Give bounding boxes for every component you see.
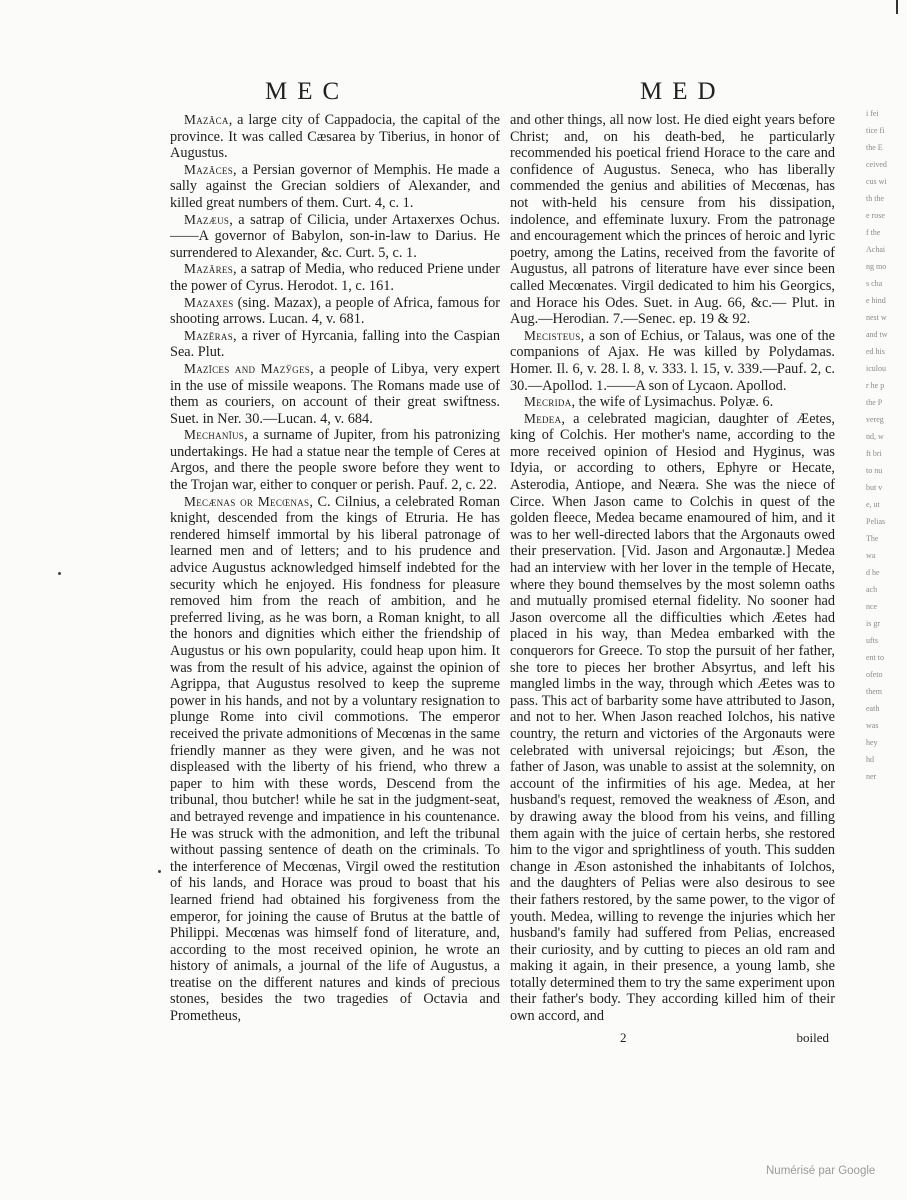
bleed-line: e, ut xyxy=(866,500,880,509)
left-running-head: MEC xyxy=(265,78,350,105)
speck xyxy=(58,572,61,575)
bleed-line: d he xyxy=(866,568,880,577)
bleed-line: i fei xyxy=(866,109,879,118)
entry-text: , C. Cilnius, a celebrated Roman knight, descended from the kings of Etruria. He has rendered himself immortal by his liberal patronage of learned men and of letters; and to his prudence and advice Augustus acknowledged himself indebted for the security which he enjoyed. His fondness for pleasure removed him from the reach of ambition, and he preferred living, as he was born, a Roman knight, to all the honors and dignities which either the friendship of Augustus or his own popularity, could heap upon him. It was from the result of his advice, against the opinion of Agrippa, that Augustus resolved to keep the supreme power in his hands, and not by a voluntary resignation to plunge Rome into civil commotions. The emperor received the private admonitions of Mecœnas in the same friendly manner as they were given, and he was not displeased with the liberty of his friend, who threw a paper to him with these words, Descend from the tribunal, thou butcher! while he sat in the judgment-seat, and betrayed revenge and impatience in his countenance. He was struck with the admonition, and left the tribunal without passing sentence of death on the criminals. To the interference of Mecœnas, Virgil owed the restitution of his lands, and Horace was proud to boast that his learned friend had obtained his forgiveness from the emperor, for joining the cause of Brutus at the battle of Philippi. Mecœnas was himself fond of literature, and, according to the most received opinion, he wrote an history of animals, a journal of the life of Augustus, a treatise on the different natures and kinds of precious stones, besides the two tragedies of Octavia and Prometheus, xyxy=(170,493,500,1025)
bleed-line: ft bri xyxy=(866,449,882,458)
bleed-line: s cha xyxy=(866,279,883,288)
bleed-through-text xyxy=(866,105,907,1065)
google-watermark: Numérisé par Google xyxy=(766,1165,876,1177)
entry xyxy=(170,361,500,427)
bleed-line: wa xyxy=(866,551,876,560)
entry-headword: Mazaxes xyxy=(184,294,234,310)
bleed-line: hey xyxy=(866,738,878,747)
catchword: boiled xyxy=(796,1030,829,1045)
entry xyxy=(170,212,500,262)
entry xyxy=(170,494,500,1025)
bleed-line: them xyxy=(866,687,882,696)
entry xyxy=(170,261,500,294)
bleed-line: eath xyxy=(866,704,880,713)
entry-text: , a people of Libya, very expert in the use of missile weapons. The Romans made use of them as couriers, on account of their great swiftness. Suet. in Ner. 30.—Lucan. 4, v. 684. xyxy=(170,360,500,427)
bleed-line: ng mo xyxy=(866,262,887,271)
entry-text: , a celebrated magician, daughter of Æetes, king of Colchis. Her mother's name, according to the more received opinion of Hesiod and Hyginus, was Idyia, or according to others, Ephyre or Hecate, Asterodia, Antiope, and Neæra. She was the niece of Circe. When Jason came to Colchis in quest of the golden fleece, Medea became enamoured of him, and it was to her well-directed labors that the Argonauts owed their preservation. [Vid. Jason and Argonautæ.] Medea had an interview with her lover in the temple of Hecate, where they bound themselves by the most solemn oaths and mutually promised eternal fidelity. No sooner had Jason overcome all the difficulties which Æetes had placed in his way, than Medea embarked with the conquerors for Greece. To stop the pursuit of her father, she tore to pieces her brother Absyrtus, and left his mangled limbs in the way, through which Æetes was to pass. This act of barbarity some have attributed to Jason, and not to her. When Jason reached Iolchos, his native country, the return and victories of the Argonauts were celebrated with universal rejoicings; but Æson, the father of Jason, was unable to assist at the solemnity, on account of the infirmities of his age. Medea, at her husband's request, removed the weakness of Æson, and by drawing away the blood from his veins, and filling them again with the juice of certain herbs, she restored him to the vigor and sprightliness of youth. This sudden change in Æson astonished the inhabitants of Iolchos, and the daughters of Pelias were also desirous to see their fathers restored, by the same power, to the vigor of youth. Medea, willing to revenge the injuries which her husband's family had suffered from Pelias, encreased their curiosity, and by cutting to pieces an old ram and making it again, in their presence, a young lamb, she totally determined them to try the same experiment upon their father's body. They according killed him of their own accord, and xyxy=(510,410,835,1025)
entry-headword: Mazĭces and Mazўges xyxy=(184,360,311,376)
bleed-line: ach xyxy=(866,585,878,594)
bleed-line: e rose xyxy=(866,211,885,220)
entry-text: , a satrap of Media, who reduced Priene under the power of Cyrus. Herodot. 1, c. 161. xyxy=(170,261,500,294)
bleed-line: cus wi xyxy=(866,177,887,186)
entry-headword: Mazăres xyxy=(184,261,234,277)
entry-headword: Mazăces xyxy=(184,161,234,177)
entry-headword: Mechanĭus xyxy=(184,427,245,443)
entry-headword: Mazæus xyxy=(184,211,230,227)
entry-text: and other things, all now lost. He died eight years before Christ; and, on his death-bed, he particularly recommended his poetical friend Horace to the care and confidence of Augustus. Seneca, who has liberally commended the genius and abilities of Mecœnas, has not with-held his censure from his dissipation, indolence, and effeminate luxury. From the patronage and encouragement which the princes of heroic and lyric poetry, among the Latins, received from the favorite of Augustus, all patrons of literature have ever since been called Mecœnates. Virgil dedicated to him his Georgics, and Horace his Odes. Suet. in Aug. 66, &c.— Plut. in Aug.—Herodian. 7.—Senec. ep. 19 & 92. xyxy=(510,112,835,328)
entry-text: , a large city of Cappadocia, the capital of the province. It was called Cæsarea by Tiberius, in honor of Augustus. xyxy=(170,112,500,162)
entry-headword: Medea xyxy=(524,410,562,426)
bleed-line: nest w xyxy=(866,313,887,322)
signature-mark: 2 xyxy=(620,1030,627,1045)
entry-headword: Mecisteus xyxy=(524,327,581,343)
bleed-line: r he p xyxy=(866,381,885,390)
entry-headword: Mazăca xyxy=(184,112,229,127)
page-edge-mark xyxy=(896,0,898,14)
bleed-line: iculou xyxy=(866,364,886,373)
entry-text: , a son of Echius, or Talaus, was one of the companions of Ajax. He was killed by Polydamas. Homer. Il. 6, v. 28. l. 8, v. 333. l. 15, v. 339.—Pauf. 2, c. 30.—Apollod. 1.——A son of Lycaon. Apollod. xyxy=(510,327,835,394)
entry-text: (sing. Mazax), a people of Africa, famous for shooting arrows. Lucan. 4, v. 681. xyxy=(170,294,500,328)
entry xyxy=(170,162,500,212)
entry-headword: Mecænas or Mecœnas xyxy=(184,493,310,509)
entry-text: , a Persian governor of Memphis. He made a sally against the Grecian soldiers of Alexander, and killed great numbers of them. Curt. 4, c. 1. xyxy=(170,161,500,211)
bleed-line: tice fi xyxy=(866,126,885,135)
entry-text: , a surname of Jupiter, from his patronizing undertakings. He had a statue near the temple of Ceres at Argos, and there the people swore before they went to the Trojan war, either to conquer or perish. Pauf. 2, c. 22. xyxy=(170,427,500,494)
bleed-line: The xyxy=(866,534,879,543)
bleed-line: nd, w xyxy=(866,432,884,441)
bleed-line: ufts xyxy=(866,636,878,645)
bleed-line: Achai xyxy=(866,245,886,254)
entry xyxy=(510,394,835,411)
bleed-line: hd xyxy=(866,755,874,764)
entry xyxy=(510,411,835,1025)
bleed-line: ofeto xyxy=(866,670,883,679)
entry-headword: Mecrida xyxy=(524,394,572,410)
bleed-line: ent to xyxy=(866,653,884,662)
bleed-line: ceived xyxy=(866,160,887,169)
bleed-line: ed his xyxy=(866,347,885,356)
entry xyxy=(170,112,500,162)
right-running-head: MED xyxy=(640,78,726,105)
bleed-line: is gr xyxy=(866,619,880,628)
bleed-line: the P xyxy=(866,398,883,407)
bleed-line: but v xyxy=(866,483,883,492)
bleed-line: vereg xyxy=(866,415,884,424)
bleed-line: ner xyxy=(866,772,877,781)
bleed-line: e hind xyxy=(866,296,886,305)
bleed-line: the E xyxy=(866,143,883,152)
entry xyxy=(170,328,500,361)
entry xyxy=(510,328,835,394)
entry xyxy=(170,427,500,493)
bleed-line: was xyxy=(866,721,879,730)
left-column xyxy=(170,112,500,1025)
right-column xyxy=(510,112,835,1025)
entry-text: , the wife of Lysimachus. Polyæ. 6. xyxy=(571,394,774,411)
bleed-line: Pelias xyxy=(866,517,886,526)
entry-text: , a river of Hyrcania, falling into the Caspian Sea. Plut. xyxy=(170,327,500,361)
bleed-line: f the xyxy=(866,228,881,237)
entry-text: , a satrap of Cilicia, under Artaxerxes Ochus.——A governor of Babylon, son-in-law to Darius. He surrendered to Alexander, &c. Curt. 5, c. 1. xyxy=(170,211,500,261)
speck xyxy=(158,870,161,873)
entry-headword: Mazĕras xyxy=(184,327,234,343)
bleed-line: nce xyxy=(866,602,878,611)
bleed-line: th the xyxy=(866,194,884,203)
entry xyxy=(170,295,500,328)
bleed-line: and tw xyxy=(866,330,888,339)
bleed-line: to nu xyxy=(866,466,883,475)
entry xyxy=(510,112,835,328)
